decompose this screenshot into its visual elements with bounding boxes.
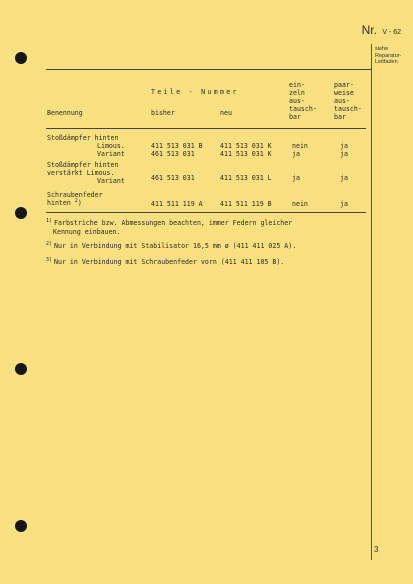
row-2-benennung: Stoßdämpfer hinten <box>47 161 119 169</box>
row-2-sub: Variant <box>97 177 125 185</box>
table-header-rule <box>46 128 366 129</box>
row-1-sub1: Limous. <box>97 142 125 150</box>
header-einzeln: ein- zeln aus- tausch- bar <box>289 81 317 121</box>
footnotes <box>46 219 368 273</box>
row-1-einzeln-2: ja <box>292 150 300 158</box>
page-number: Nr. V - 62 <box>361 23 401 37</box>
header-bisher: bisher <box>151 109 175 117</box>
binder-hole-4 <box>15 520 27 532</box>
margin-rule <box>371 44 372 560</box>
row-1-neu-2: 411 513 031 K <box>220 150 272 158</box>
row-3-benennung: Schraubenfeder <box>47 191 103 199</box>
row-2-neu: 411 513 031 L <box>220 174 272 182</box>
row-1-bisher-1: 411 513 031 B <box>151 142 203 150</box>
row-2-benennung-2: verstärkt Limous. <box>47 169 115 177</box>
row-2-paar: ja <box>340 174 348 182</box>
table-top-rule <box>46 69 372 70</box>
header-paarweise: paar- weise aus- tausch- bar <box>334 81 362 121</box>
table-bottom-rule <box>46 212 366 213</box>
row-3-benennung-2: hinten $^2$) <box>47 198 82 207</box>
row-2-einzeln: ja <box>292 174 300 182</box>
header-benennung: Benennung <box>47 109 83 117</box>
footnote-1: $^{1)}$ Farbstriche bzw. Abmessungen beachten, immer Federn gleicher Kennung einbauen. <box>46 218 293 237</box>
row-3-bisher: 411 511 119 A <box>151 200 203 208</box>
row-1-sub2: Variant <box>97 150 125 158</box>
header-neu: neu <box>220 109 232 117</box>
row-3-einzeln: nein <box>292 200 308 208</box>
row-3-neu: 411 511 119 B <box>220 200 272 208</box>
footnote-2: $^{2)}$ Nur in Verbindung mit Stabilisator 16,5 mm ø (411 411 025 A). <box>46 241 297 251</box>
side-note: siehe Reparatur- Leitfaden <box>375 46 402 65</box>
row-1-paar-2: ja <box>340 150 348 158</box>
row-1-bisher-2: 461 513 031 <box>151 150 195 158</box>
row-1-benennung: Stoßdämpfer hinten <box>47 134 119 142</box>
row-3-paar: ja <box>340 200 348 208</box>
row-2-bisher: 461 513 031 <box>151 174 195 182</box>
row-1-einzeln-1: nein <box>292 142 308 150</box>
sheet-number: 3 <box>374 545 379 554</box>
binder-hole-1 <box>15 52 27 64</box>
binder-hole-2 <box>15 207 27 219</box>
row-1-paar-1: ja <box>340 142 348 150</box>
header-teile-nummer: Teile - Nummer <box>151 88 239 96</box>
footnote-3: $^{3)}$ Nur in Verbindung mit Schraubenfeder vorn (411 411 105 B). <box>46 256 285 266</box>
binder-hole-3 <box>15 363 27 375</box>
row-1-neu-1: 411 513 031 K <box>220 142 272 150</box>
